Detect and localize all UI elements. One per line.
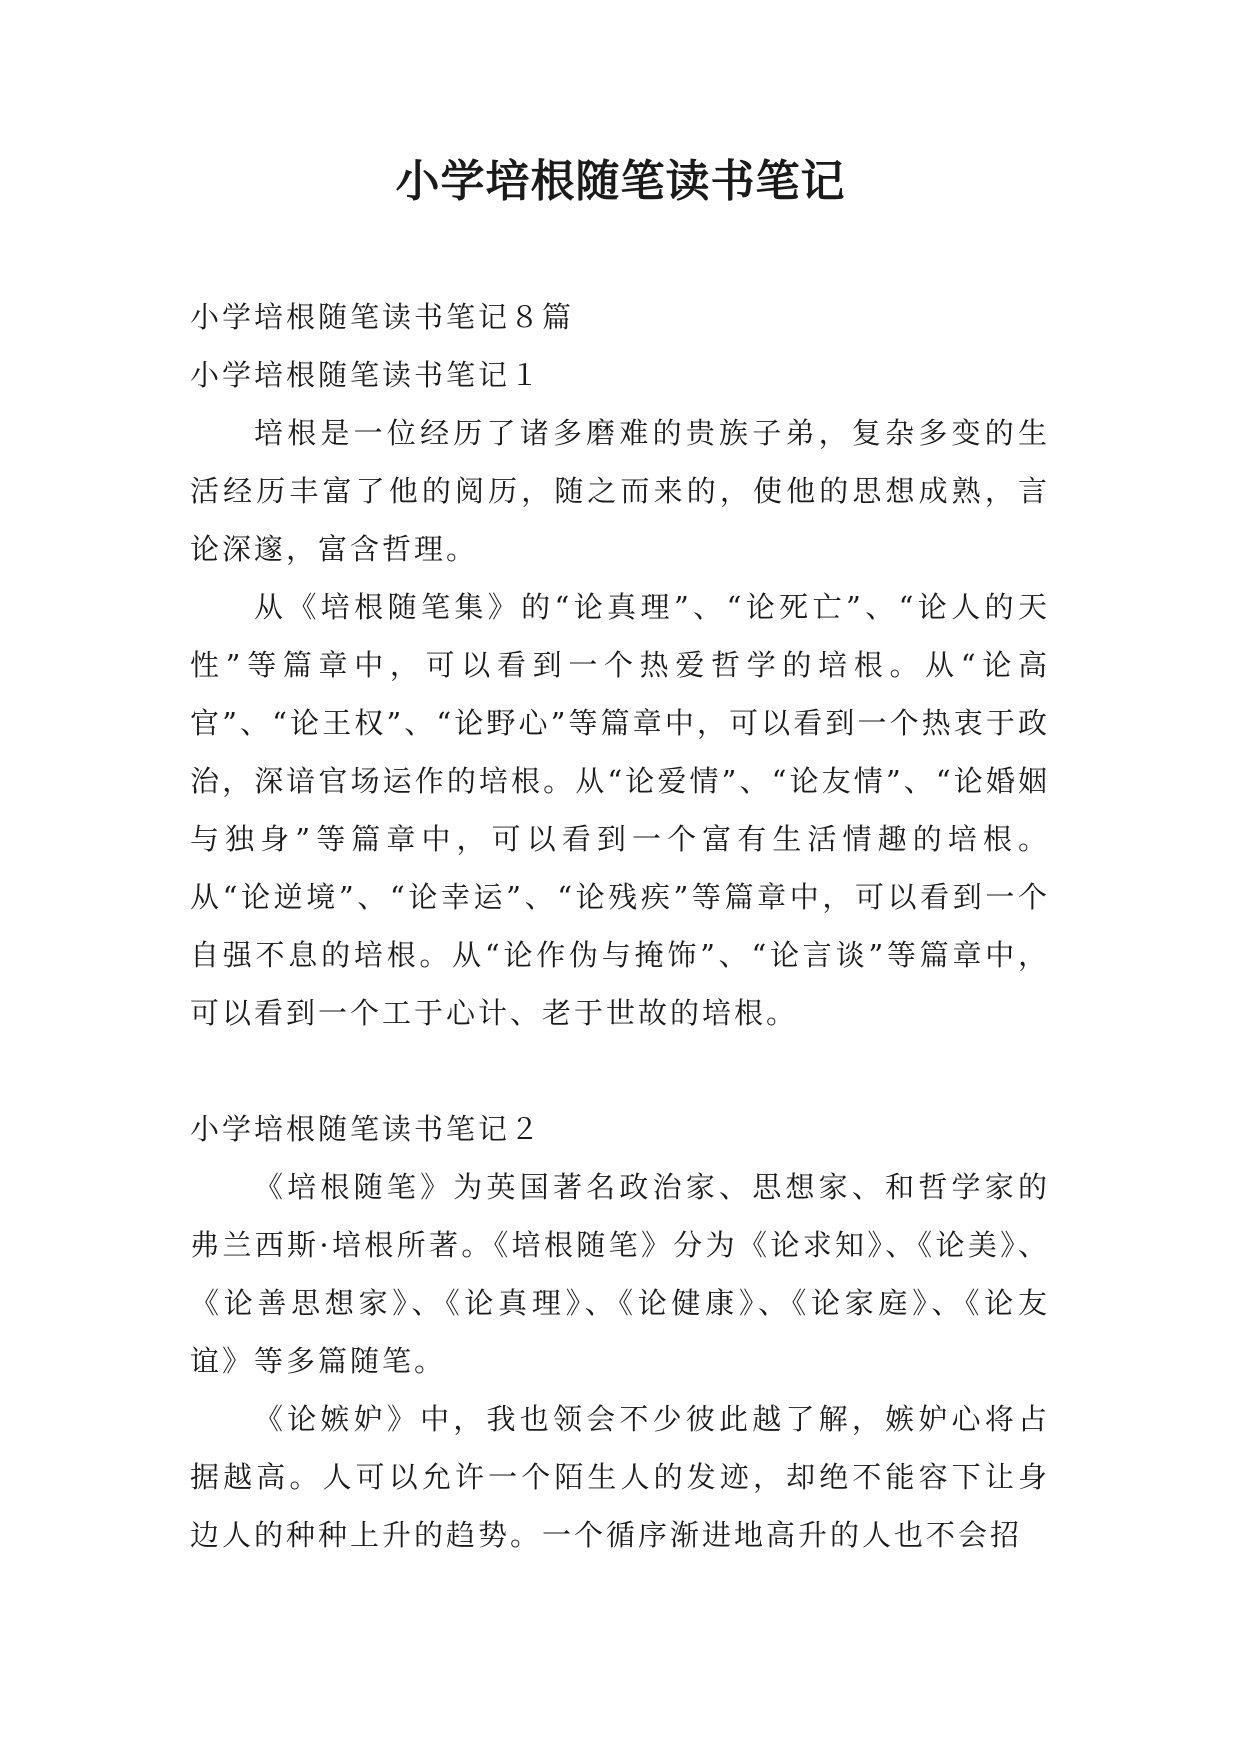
paragraph: 《培根随笔》为英国著名政治家、思想家、和哲学家的弗兰西斯·培根所著。《培根随笔》分为《论求知》、《论美》、《论善思想家》、《论真理》、《论健康》、《论家庭》、《论友谊》等多篇随笔。 bbox=[190, 1170, 1050, 1378]
section-spacer bbox=[190, 1042, 1050, 1100]
paragraph: 《论嫉妒》中，我也领会不少彼此越了解，嫉妒心将占据越高。人可以允许一个陌生人的发迹，却绝不能容下让身边人的种种上升的趋势。一个循序渐进地高升的人也不会招 bbox=[190, 1402, 1050, 1552]
document-subtitle: 小学培根随笔读书笔记８篇 bbox=[190, 300, 575, 334]
section-heading: 小学培根随笔读书笔记１ bbox=[190, 358, 543, 392]
section-heading: 小学培根随笔读书笔记２ bbox=[190, 1112, 543, 1146]
paragraph: 培根是一位经历了诸多磨难的贵族子弟，复杂多变的生活经历丰富了他的阅历，随之而来的，使他的思想成熟，言论深邃，富含哲理。 bbox=[190, 416, 1050, 566]
paragraph: 从《培根随笔集》的“论真理”、“论死亡”、“论人的天性”等篇章中，可以看到一个热爱哲学的培根。从“论高官”、“论王权”、“论野心”等篇章中，可以看到一个热衷于政治，深谙官场运作的培根。从“论爱情”、“论友情”、“论婚姻与独身”等篇章中，可以看到一个富有生活情趣的培根。从“论逆境”、“论幸运”、“论残疾”等篇章中，可以看到一个自强不息的培根。从“论作伪与掩饰”、“论言谈”等篇章中，可以看到一个工于心计、老于世故的培根。 bbox=[190, 590, 1050, 1030]
document-title: 小学培根随笔读书笔记 bbox=[395, 156, 846, 207]
document-body bbox=[190, 288, 1050, 1564]
